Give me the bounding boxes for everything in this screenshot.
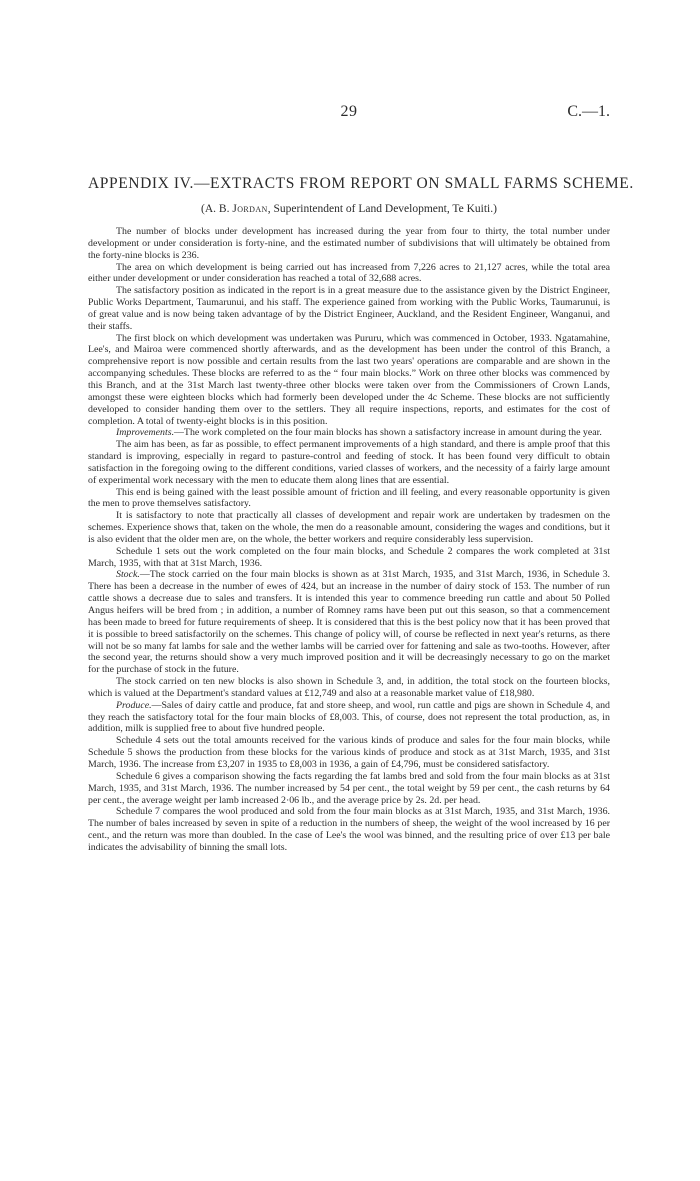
body-paragraph — [88, 676, 610, 700]
body-paragraph — [88, 487, 610, 511]
section-lead-heading: Stock. — [116, 569, 140, 581]
paragraph-text: —Sales of dairy cattle and produce, fat and store sheep, and wool, run cattle and pigs are shown in Schedule 4, and they reach the satisfactory total for the four main blocks of £8,003. This, of course, does not represent the total production, as, in addition, milk is supplied free to about five hundred people. — [88, 699, 610, 735]
paragraph-text: The first block on which development was undertaken was Pururu, which was commenced in October, 1933. Ngatamahine, Lee's, and Mairoa were commenced shortly afterwards, and as the development has been under the control of this Branch, a comprehensive report is now possible and certain results from the last two years' operations are comparable and are shown in the accompanying schedules. These blocks are referred to as the “ four main blocks.” Work on three other blocks was commenced by this Branch, and at the 31st March last twenty-three other blocks were taken over from the Commissioners of Crown Lands, amongst these were eighteen blocks which had formerly been developed under the 4c Scheme. These blocks are not sufficiently developed to consider handing them over to the settlers. They all require inspections, reports, and estimates for the cost of completion. A total of twenty-eight blocks is in this position. — [88, 332, 610, 427]
author-line-rest: , Superintendent of Land Development, Te Kuiti.) — [267, 203, 497, 215]
section-lead-heading: Improvements. — [116, 427, 175, 439]
paragraph-text: It is satisfactory to note that practically all classes of development and repair work are undertaken by tradesmen on the schemes. Experience shows that, taken on the whole, the men do a reasonable amount, considering the wages and conditions, but it is also evident that the older men are, on the whole, the better workers and require considerably less supervision. — [88, 510, 610, 545]
appendix-title: APPENDIX IV.—EXTRACTS FROM REPORT ON SMALL FARMS SCHEME. — [88, 175, 634, 192]
paragraph-text: This end is being gained with the least possible amount of friction and ill feeling, and every reasonable opportunity is given the men to prove themselves satisfactory. — [88, 486, 610, 510]
author-line-open: (A. B. — [201, 203, 233, 215]
body-paragraph — [88, 771, 610, 807]
page-number: 29 — [340, 103, 358, 120]
paragraph-text: Schedule 7 compares the wool produced and sold from the four main blocks as at 31st March, 1935, and 31st March, 1936. The number of bales increased by seven in spite of a reduction in the numbers of sheep, the weight of the wool increased by 16 per cent., and the return was more than doubled. In the case of Lee's the wool was binned, and the resulting price of over £13 per bale indicates the advisability of binning the small lots. — [88, 806, 610, 853]
paragraph-text: The satisfactory position as indicated in the report is in a great measure due to the assistance given by the District Engineer, Public Works Department, Taumarunui, and his staff. The experience gained from working with the Public Works, Taumarunui, is of great value and is now being taken advantage of by the District Engineer, Auckland, and the Resident Engineer, Wanganui, and their staffs. — [88, 285, 610, 332]
author-name: Jordan — [232, 203, 268, 215]
paragraph-text: The stock carried on ten new blocks is also shown in Schedule 3, and, in addition, the total stock on the fourteen blocks, which is valued at the Department's standard values at £12,749 and also at a reasonable market value of £18,980. — [88, 676, 610, 699]
paragraph-text: The number of blocks under development has increased during the year from four to thirty, the total number under development or under consideration is forty-nine, and the estimated number of subdivisions that will ultimately be obtained from the forty-nine blocks is 236. — [88, 226, 610, 261]
paragraph-text: Schedule 1 sets out the work completed on the four main blocks, and Schedule 2 compares the work completed at 31st March, 1935, with that at 31st March, 1936. — [88, 545, 610, 569]
body-paragraph — [88, 806, 610, 853]
document-code: C.—1. — [567, 103, 610, 120]
body-paragraph — [88, 285, 610, 332]
body-paragraph — [88, 262, 610, 286]
paragraph-text: Schedule 4 sets out the total amounts received for the various kinds of produce and sales for the four main blocks, while Schedule 5 shows the production from these blocks for the various kinds of produce and stock as at 31st March, 1935, and 31st March, 1936. The increase from £3,207 in 1935 to £8,003 in 1936, a gain of £4,796, must be considered satisfactory. — [88, 735, 610, 770]
body-paragraph — [88, 427, 610, 439]
body-paragraph — [88, 333, 610, 428]
report-author-line — [88, 203, 610, 215]
body-paragraph — [88, 510, 610, 546]
body-paragraph — [88, 226, 610, 262]
paragraph-text: —The stock carried on the four main blocks is shown as at 31st March, 1935, and 31st March, 1936, in Schedule 3. There has been a decrease in the number of ewes of 424, but an increase in the number of dairy stock of 153. The number of run cattle shows a decrease due to sales and transfers. It is intended this year to commence breeding run cattle and about 50 Polled Angus heifers will be bred from ; in addition, a number of Romney rams have been put out this season, so that a commencement has been made to breed for future requirements of sheep. It is considered that this is the best policy now that it has been proved that it is possible to breed satisfactorily on the schemes. This change of policy will, of course be reflected in next year's returns, as there will not be so many fat lambs for sale and the wether lambs will be carried over for fattening and sale as two-tooths. However, after the second year, the returns should show a very much improved position and it will be decreasingly necessary to go on the market for the purchase of stock in the future. — [88, 569, 610, 676]
report-body — [88, 226, 610, 854]
paragraph-text: —The work completed on the four main blocks has shown a satisfactory increase in amount during the year. — [174, 427, 602, 439]
body-paragraph — [88, 546, 610, 570]
paragraph-text: The area on which development is being carried out has increased from 7,226 acres to 21,127 acres, while the total area either under development or under consideration has reached a total of 32,688 acres. — [88, 261, 610, 285]
body-paragraph — [88, 439, 610, 486]
section-lead-heading: Produce. — [116, 699, 152, 711]
page-header — [88, 103, 610, 125]
body-paragraph — [88, 569, 610, 676]
paragraph-text: Schedule 6 gives a comparison showing the facts regarding the fat lambs bred and sold from the four main blocks as at 31st March, 1935, and 31st March, 1936. The number increased by 54 per cent., the total weight by 59 per cent., the cash returns by 64 per cent., the average weight per lamb increased 2·06 lb., and the average price by 2s. 2d. per head. — [88, 770, 610, 806]
paragraph-text: The aim has been, as far as possible, to effect permanent improvements of a high standard, and there is ample proof that this standard is improving, especially in regard to pasture-control and feeding of stock. It has been found very difficult to obtain satisfaction in the foregoing owing to the different conditions, varied classes of workers, and the necessity of a fairly large amount of experimental work necessary with the men to educate them along lines that are essential. — [88, 439, 610, 486]
body-paragraph — [88, 735, 610, 771]
body-paragraph — [88, 700, 610, 736]
